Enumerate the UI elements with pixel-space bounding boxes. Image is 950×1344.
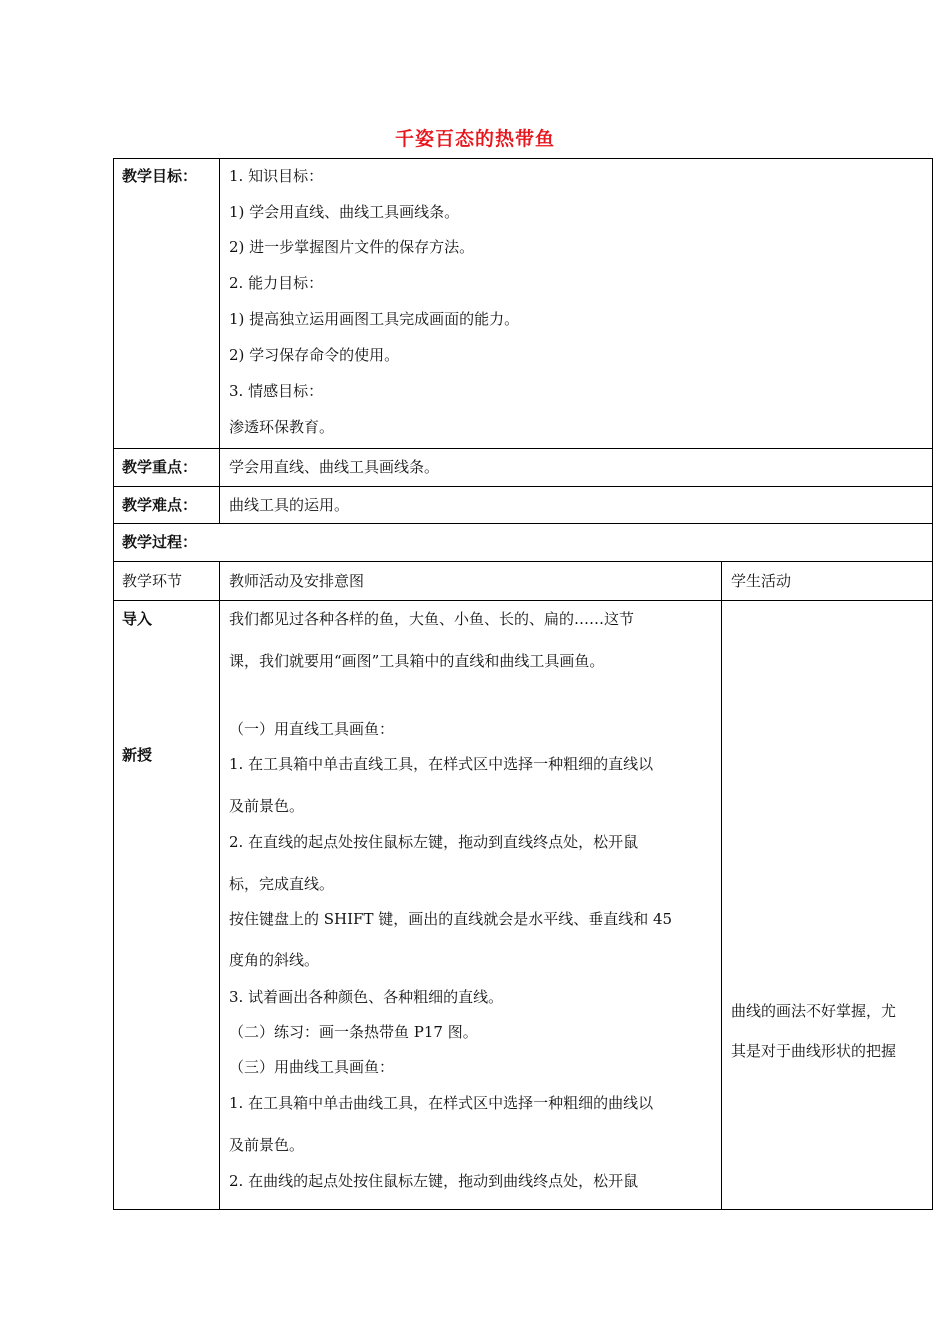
difficulty-text: 曲线工具的运用。 [229,496,350,514]
objective-line: 1. 知识目标： [229,167,324,185]
column-divider [219,158,220,524]
teacher-line: 1. 在工具箱中单击直线工具，在样式区中选择一种粗细的直线以 [229,755,654,773]
table-border-right [932,158,933,1210]
row-divider [113,600,933,601]
objective-line: 1) 提高独立运用画图工具完成画面的能力。 [229,310,520,328]
student-line: 曲线的画法不好掌握，尤 [731,1002,897,1020]
teacher-line: 我们都见过各种各样的鱼，大鱼、小鱼、长的、扁的……这节 [229,610,635,628]
teacher-line: 及前景色。 [229,797,305,815]
teacher-line: 按住键盘上的 SHIFT 键，画出的直线就会是水平线、垂直线和 45 [229,910,673,928]
table-border-left [113,158,114,1210]
teacher-line: 2. 在曲线的起点处按住鼠标左键，拖动到曲线终点处，松开鼠 [229,1172,639,1190]
row-divider [113,448,933,449]
key-point-label: 教学重点： [122,458,198,476]
document-title: 千姿百态的热带鱼 [394,128,555,150]
objective-line: 2) 进一步掌握图片文件的保存方法。 [229,238,475,256]
teacher-line: （三）用曲线工具画鱼： [229,1058,395,1076]
row-divider [113,486,933,487]
stage-new: 新授 [122,746,153,764]
column-divider [721,561,722,1210]
header-teacher: 教师活动及安排意图 [229,572,365,590]
stage-intro: 导入 [122,610,153,628]
teacher-line: 度角的斜线。 [229,951,320,969]
row-divider [113,561,933,562]
objective-line: 2) 学习保存命令的使用。 [229,346,400,364]
objective-line: 2. 能力目标： [229,274,324,292]
teacher-line: （一）用直线工具画鱼： [229,720,395,738]
header-stage: 教学环节 [122,572,183,590]
teacher-line: 课，我们就要用“画图”工具箱中的直线和曲线工具画鱼。 [229,652,605,670]
teacher-line: 2. 在直线的起点处按住鼠标左键，拖动到直线终点处，松开鼠 [229,833,639,851]
difficulty-label: 教学难点： [122,496,198,514]
process-label: 教学过程： [122,533,198,551]
teacher-line: （二）练习：画一条热带鱼 P17 图。 [229,1023,478,1041]
objective-line: 1) 学会用直线、曲线工具画线条。 [229,203,460,221]
teacher-line: 3. 试着画出各种颜色、各种粗细的直线。 [229,988,504,1006]
objectives-label: 教学目标： [122,167,198,185]
objective-line: 渗透环保教育。 [229,418,335,436]
row-divider [113,523,933,524]
header-student: 学生活动 [731,572,792,590]
table-border-top [113,158,933,159]
teacher-line: 1. 在工具箱中单击曲线工具，在样式区中选择一种粗细的曲线以 [229,1094,654,1112]
student-line: 其是对于曲线形状的把握 [731,1042,897,1060]
teacher-line: 及前景色。 [229,1136,305,1154]
column-divider [219,561,220,1210]
objective-line: 3. 情感目标： [229,382,324,400]
key-point-text: 学会用直线、曲线工具画线条。 [229,458,440,476]
table-border-bottom [113,1209,933,1210]
teacher-line: 标，完成直线。 [229,875,335,893]
